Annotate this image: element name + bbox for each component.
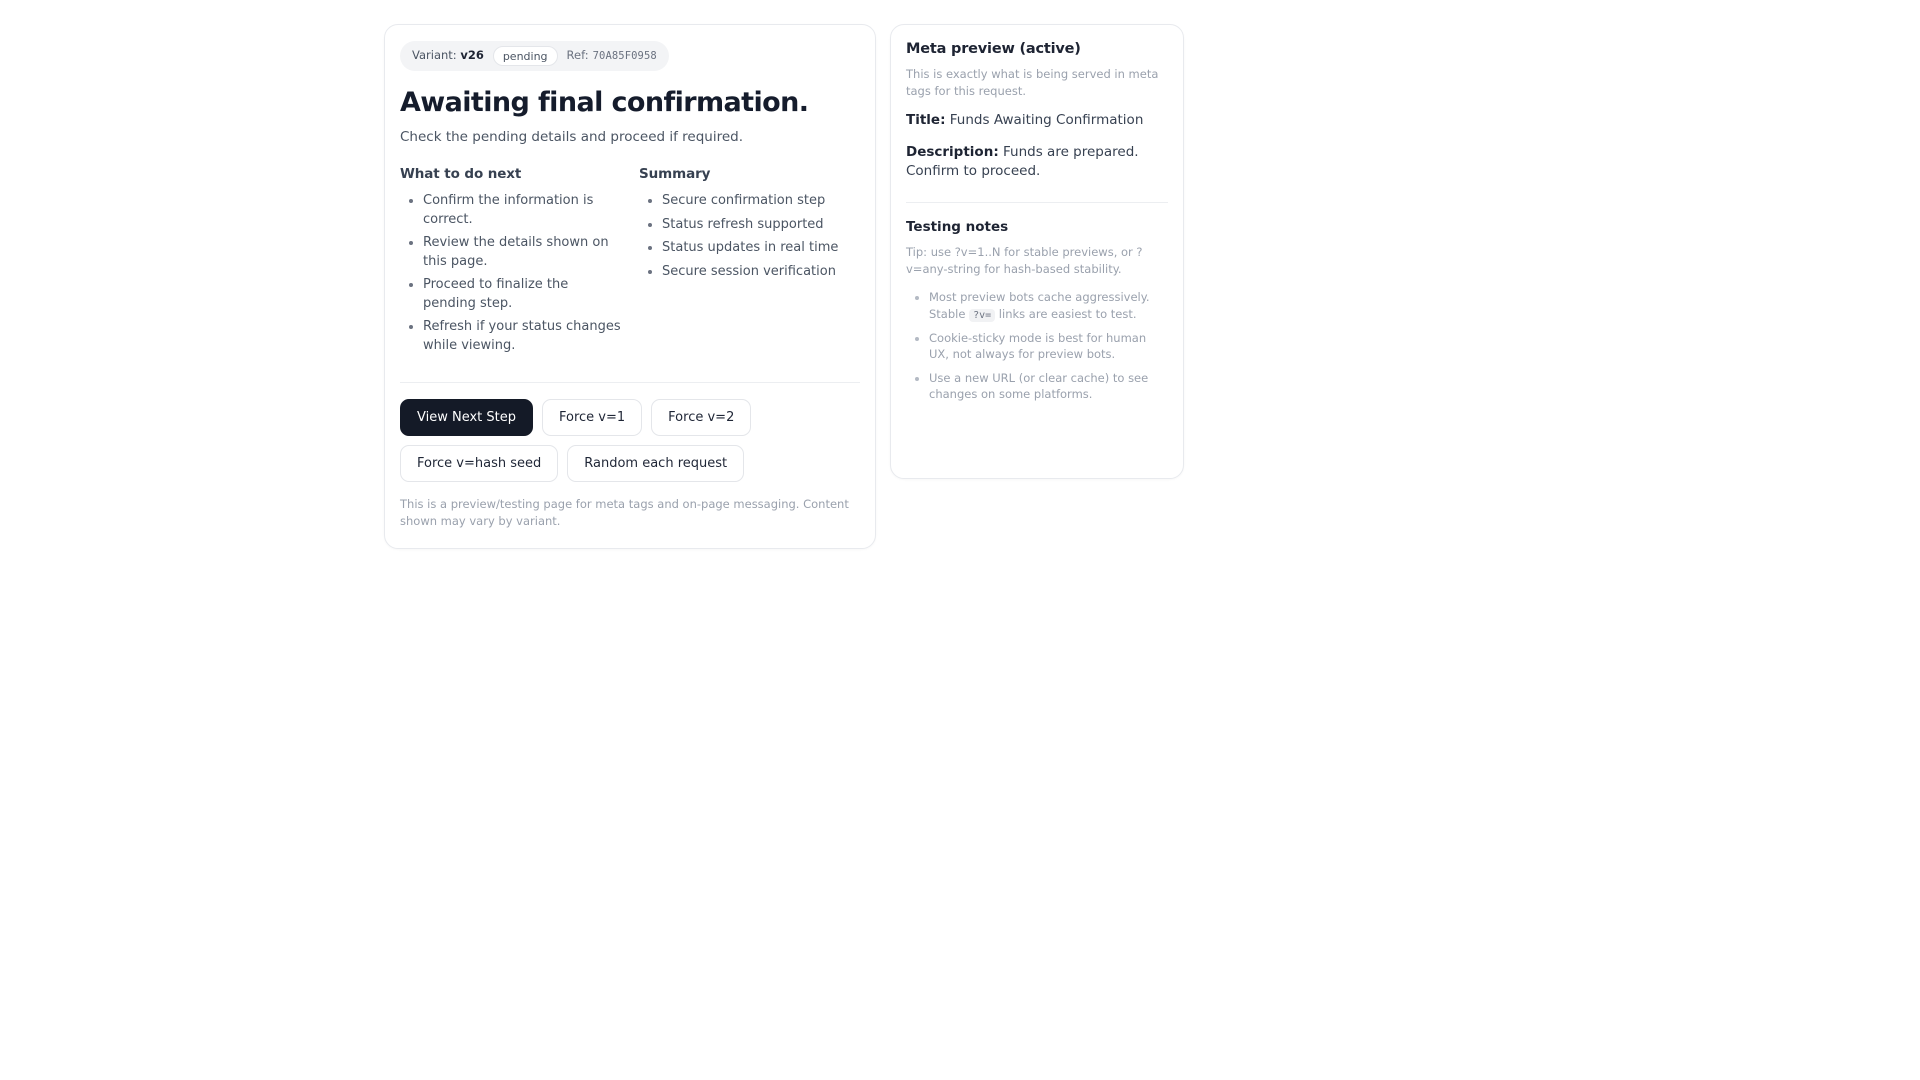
variant-value: v26 bbox=[460, 48, 484, 63]
list-item bbox=[929, 370, 1168, 403]
variant-label bbox=[412, 50, 484, 62]
variant-meta-strip bbox=[400, 41, 669, 71]
page-title: Awaiting final confirmation. bbox=[400, 87, 809, 118]
ref-label bbox=[567, 50, 657, 62]
note-text-before: Most preview bots cache aggressively. Stable bbox=[929, 290, 1150, 321]
section-divider bbox=[400, 382, 860, 383]
page-subtitle: Check the pending details and proceed if required. bbox=[400, 128, 744, 145]
list-item: • Proceed to finalize the pending step. bbox=[423, 276, 621, 313]
list-item: • Secure session verification bbox=[662, 263, 860, 281]
meta-title-value: Funds Awaiting Confirmation bbox=[949, 112, 1144, 129]
meta-description-key: Description: bbox=[906, 143, 999, 160]
testing-notes-tip: Tip: use ?v=1..N for stable previews, or ?v=any-string for hash-based stability. bbox=[906, 245, 1143, 276]
testing-notes-title: Testing notes bbox=[906, 219, 1009, 236]
preview-footnote: This is a preview/testing page for meta tags and on-page messaging. Content shown may vary by variant. bbox=[400, 497, 849, 529]
list-item: • Status updates in real time bbox=[662, 239, 860, 257]
status-badge: pending bbox=[493, 46, 558, 66]
note-text-before: Cookie-sticky mode is best for human UX, not always for preview bots. bbox=[929, 330, 1147, 362]
random-each-request-button[interactable]: Random each request bbox=[567, 445, 744, 482]
list-item: • Status refresh supported bbox=[662, 216, 860, 234]
meta-description-value: Funds are prepared. Confirm to proceed. bbox=[906, 143, 1139, 180]
meta-title-key: Title: bbox=[906, 112, 946, 129]
meta-preview-subtitle: This is exactly what is being served in meta tags for this request. bbox=[906, 67, 1159, 98]
meta-title-row bbox=[906, 111, 1168, 131]
what-to-do-list bbox=[400, 192, 621, 355]
force-hash-seed-button[interactable]: Force v=hash seed bbox=[400, 445, 558, 482]
meta-preview-card bbox=[890, 24, 1184, 479]
summary-list bbox=[639, 192, 860, 281]
testing-notes-list bbox=[906, 289, 1168, 402]
main-card bbox=[384, 24, 876, 549]
action-buttons-row-2 bbox=[400, 445, 860, 482]
list-item: • Refresh if your status changes while viewing. bbox=[423, 318, 621, 355]
view-next-step-button[interactable]: View Next Step bbox=[400, 399, 533, 436]
what-to-do-column bbox=[400, 166, 621, 360]
list-item: • Review the details shown on this page. bbox=[423, 234, 621, 271]
note-text-before: Use a new URL (or clear cache) to see changes on some platforms. bbox=[929, 370, 1149, 401]
ref-label-text: Ref: bbox=[566, 48, 589, 63]
summary-column bbox=[639, 166, 860, 360]
force-v1-button[interactable]: Force v=1 bbox=[542, 399, 642, 436]
variant-label-text: Variant: bbox=[412, 48, 457, 63]
list-item bbox=[929, 289, 1168, 323]
note-text-after: links are easiest to test. bbox=[995, 306, 1137, 321]
ref-value: 70A85F0958 bbox=[592, 50, 657, 63]
info-columns bbox=[400, 166, 860, 360]
list-item bbox=[929, 330, 1168, 363]
what-to-do-title: What to do next bbox=[400, 166, 522, 183]
list-item: • Secure confirmation step bbox=[662, 192, 860, 210]
action-buttons-row-1 bbox=[400, 399, 860, 436]
query-param-code: ?v= bbox=[969, 309, 995, 322]
summary-title: Summary bbox=[639, 166, 711, 183]
force-v2-button[interactable]: Force v=2 bbox=[651, 399, 751, 436]
list-item: • Confirm the information is correct. bbox=[423, 192, 621, 229]
content-layout bbox=[384, 24, 1184, 549]
meta-description-row bbox=[906, 143, 1168, 182]
side-divider bbox=[906, 202, 1168, 203]
meta-preview-title: Meta preview (active) bbox=[906, 41, 1081, 57]
action-buttons bbox=[400, 399, 860, 482]
